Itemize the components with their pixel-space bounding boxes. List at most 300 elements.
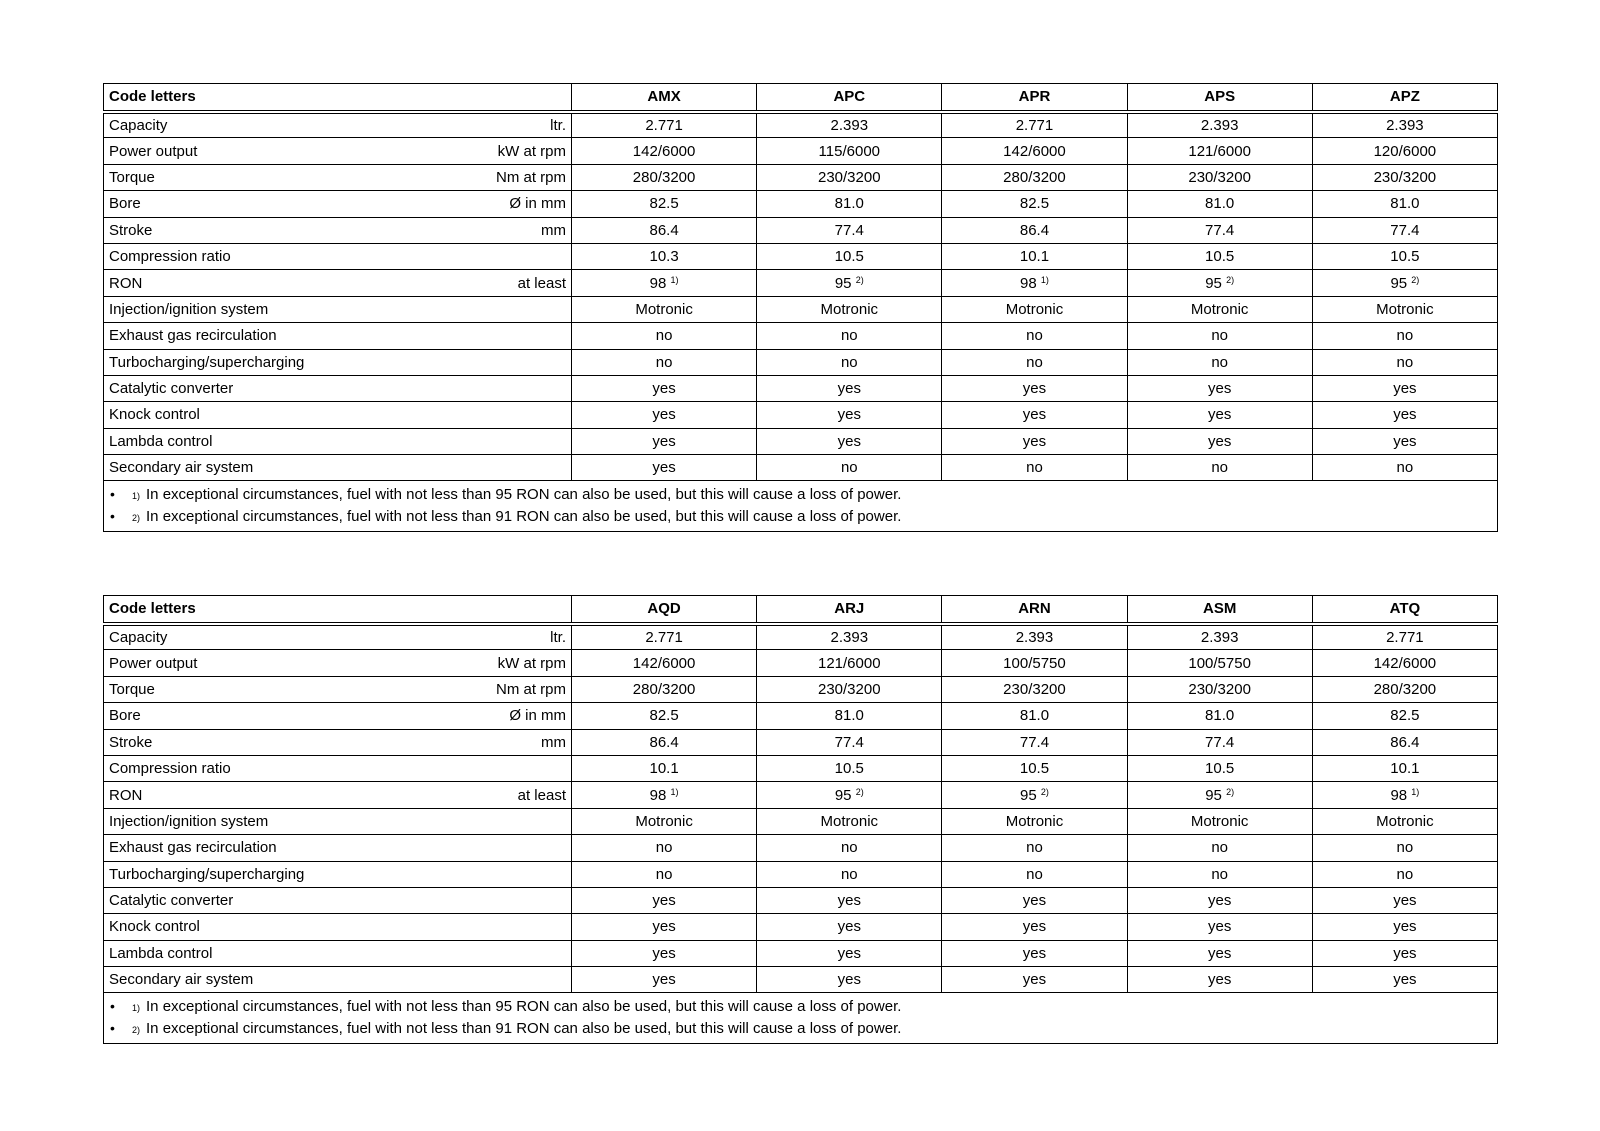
value-cell — [1312, 164, 1497, 190]
cell-value: yes — [1207, 971, 1232, 989]
value-cell — [572, 428, 757, 454]
row-label-cell — [104, 428, 572, 454]
table-body — [104, 112, 1498, 532]
cell-value: no — [1396, 459, 1414, 477]
header-row — [104, 596, 1498, 624]
value-cell — [942, 835, 1127, 861]
cell-value: yes — [652, 944, 676, 962]
value-cell — [1312, 676, 1497, 702]
row-label-wrap — [109, 222, 566, 239]
footnote-row — [104, 481, 1498, 532]
value-cell — [572, 967, 757, 993]
value-cell — [1127, 887, 1312, 913]
row-label-wrap — [109, 406, 566, 423]
value-cell — [942, 861, 1127, 887]
table-row — [104, 835, 1498, 861]
cell-value: 81.0 — [1019, 707, 1050, 725]
row-label: Power output — [109, 142, 198, 160]
cell-value: 280/3200 — [632, 168, 696, 186]
value-cell — [572, 914, 757, 940]
table-row — [104, 967, 1498, 993]
cell-value: 280/3200 — [632, 680, 696, 698]
row-unit: kW at rpm — [497, 654, 566, 672]
value-cell — [757, 296, 942, 322]
value-cell — [1127, 191, 1312, 217]
cell-value: no — [655, 353, 673, 371]
row-label-cell — [104, 650, 572, 676]
row-unit: at least — [517, 274, 566, 292]
value-cell — [942, 967, 1127, 993]
value-cell — [1127, 217, 1312, 243]
value-cell — [572, 112, 757, 138]
value-cell — [572, 455, 757, 481]
row-label-wrap — [109, 971, 566, 988]
value-cell — [572, 782, 757, 808]
value-cell — [1312, 375, 1497, 401]
value-cell — [1127, 138, 1312, 164]
cell-value: 81.0 — [1205, 707, 1235, 725]
cell-value: 10.3 — [649, 248, 679, 266]
value-cell — [757, 270, 942, 296]
cell-value: 2.393 — [830, 628, 869, 646]
value-cell — [942, 402, 1127, 428]
engine-code-header: AQD — [572, 596, 757, 624]
cell-value: 10.1 — [1019, 248, 1050, 266]
cell-value: no — [1026, 839, 1043, 857]
value-cell — [1127, 402, 1312, 428]
cell-value: 82.5 — [649, 195, 679, 213]
row-label-cell — [104, 243, 572, 269]
bullet-icon: • — [110, 998, 115, 1015]
cell-value: 10.1 — [1390, 760, 1420, 778]
cell-value: yes — [1022, 432, 1047, 450]
value-cell — [942, 624, 1127, 650]
cell-value: 142/6000 — [632, 142, 696, 160]
engine-code-header: ARN — [942, 596, 1127, 624]
value-cell — [1312, 650, 1497, 676]
footnote-ref: 2) — [1226, 274, 1235, 285]
footnote-ref: 1) — [670, 786, 679, 797]
row-label: Catalytic converter — [109, 892, 234, 910]
value-cell — [572, 650, 757, 676]
cell-value: 82.5 — [1390, 707, 1420, 725]
cell-value: 81.0 — [834, 707, 864, 725]
table-row — [104, 808, 1498, 834]
value-cell — [942, 940, 1127, 966]
cell-value: 77.4 — [1019, 733, 1050, 751]
value-cell — [1312, 349, 1497, 375]
row-label: Injection/ignition system — [109, 300, 269, 318]
header-row — [104, 84, 1498, 112]
cell-value: 77.4 — [1205, 733, 1235, 751]
value-cell — [1312, 835, 1497, 861]
cell-value: yes — [1207, 944, 1232, 962]
row-label-cell — [104, 270, 572, 296]
table-row — [104, 940, 1498, 966]
value-cell — [942, 703, 1127, 729]
value-cell — [572, 755, 757, 781]
row-label-cell — [104, 375, 572, 401]
value-cell — [1127, 323, 1312, 349]
cell-value: yes — [837, 892, 861, 910]
table-row — [104, 323, 1498, 349]
value-cell — [1312, 914, 1497, 940]
table-row — [104, 243, 1498, 269]
cell-value: 86.4 — [1390, 733, 1420, 751]
row-label: Torque — [109, 168, 155, 186]
cell-value: 77.4 — [834, 733, 864, 751]
cell-value: Motronic — [1005, 812, 1064, 830]
cell-value: Motronic — [1376, 300, 1434, 318]
row-label-cell — [104, 112, 572, 138]
cell-value: 2.771 — [645, 116, 683, 134]
value-cell — [942, 782, 1127, 808]
row-label-cell — [104, 861, 572, 887]
table-row — [104, 138, 1498, 164]
value-cell — [757, 650, 942, 676]
value-cell — [1312, 112, 1497, 138]
row-label-wrap — [109, 839, 566, 856]
row-label: Lambda control — [109, 944, 213, 962]
footnote-cell — [104, 993, 1498, 1044]
row-unit: Nm at rpm — [495, 168, 566, 186]
row-label-wrap — [109, 195, 566, 212]
value-cell — [942, 191, 1127, 217]
row-label-wrap — [109, 918, 566, 935]
value-cell — [1312, 755, 1497, 781]
row-label-cell — [104, 703, 572, 729]
value-cell — [1127, 729, 1312, 755]
engine-spec-table-2 — [103, 595, 1498, 1044]
cell-value: 120/6000 — [1373, 142, 1437, 160]
table-row — [104, 755, 1498, 781]
value-cell — [757, 428, 942, 454]
table-row — [104, 402, 1498, 428]
value-cell — [757, 624, 942, 650]
value-cell — [1312, 217, 1497, 243]
cell-value: no — [655, 865, 673, 883]
table-row — [104, 729, 1498, 755]
cell-value: no — [1211, 459, 1228, 477]
row-label-wrap — [109, 143, 566, 160]
cell-value: Motronic — [1376, 812, 1434, 830]
cell-value: 10.5 — [1205, 248, 1235, 266]
row-label-cell — [104, 164, 572, 190]
cell-value: no — [1026, 459, 1043, 477]
cell-value: no — [655, 327, 673, 345]
cell-value: no — [840, 459, 858, 477]
row-unit: Ø in mm — [509, 195, 566, 213]
row-label: Compression ratio — [109, 248, 231, 266]
table-row — [104, 887, 1498, 913]
engine-code-header: APS — [1127, 84, 1312, 112]
cell-value: yes — [837, 918, 861, 936]
cell-value: 10.5 — [1205, 760, 1235, 778]
row-unit: at least — [517, 786, 566, 804]
value-cell — [1312, 402, 1497, 428]
cell-value: 10.5 — [1390, 248, 1420, 266]
value-cell — [757, 887, 942, 913]
cell-value: 10.5 — [1019, 760, 1050, 778]
footnote-text: In exceptional circumstances, fuel with not less than 91 RON can also be used, but this will cause a loss of power. — [146, 1020, 902, 1038]
engine-code-header: ATQ — [1312, 596, 1497, 624]
cell-value: 280/3200 — [1373, 680, 1437, 698]
value-cell — [942, 914, 1127, 940]
row-label-cell — [104, 755, 572, 781]
cell-value: Motronic — [635, 300, 693, 318]
cell-value: Motronic — [820, 300, 879, 318]
value-cell — [1127, 676, 1312, 702]
value-cell — [757, 782, 942, 808]
cell-value: yes — [652, 406, 676, 424]
value-cell — [1312, 782, 1497, 808]
cell-value: 2.393 — [1200, 116, 1239, 134]
cell-value: 100/5750 — [1188, 654, 1251, 672]
value-cell — [572, 138, 757, 164]
cell-value: 230/3200 — [1188, 168, 1251, 186]
row-label-wrap — [109, 380, 566, 397]
value-cell — [1127, 861, 1312, 887]
footnote-cell — [104, 481, 1498, 532]
cell-value: no — [1396, 327, 1414, 345]
row-label: Secondary air system — [109, 459, 254, 477]
row-label-cell — [104, 887, 572, 913]
engine-code-header: APC — [757, 84, 942, 112]
value-cell — [1312, 861, 1497, 887]
table-header — [104, 84, 1498, 112]
cell-value: 230/3200 — [817, 680, 881, 698]
value-cell — [1127, 755, 1312, 781]
row-label-wrap — [109, 459, 566, 476]
table-row — [104, 112, 1498, 138]
cell-value: yes — [652, 380, 676, 398]
value-cell — [757, 703, 942, 729]
value-cell — [1312, 703, 1497, 729]
engine-code-header: APZ — [1312, 84, 1497, 112]
table-row — [104, 703, 1498, 729]
cell-value: 95 — [1205, 274, 1222, 292]
engine-code-header: AMX — [572, 84, 757, 112]
row-unit: Nm at rpm — [495, 680, 566, 698]
value-cell — [572, 349, 757, 375]
table-row — [104, 296, 1498, 322]
cell-value: 2.393 — [1200, 628, 1239, 646]
row-label: Secondary air system — [109, 971, 254, 989]
cell-value: yes — [837, 971, 861, 989]
row-unit: mm — [541, 221, 566, 239]
value-cell — [757, 243, 942, 269]
cell-value: yes — [1393, 971, 1417, 989]
value-cell — [1127, 428, 1312, 454]
table-row — [104, 650, 1498, 676]
value-cell — [942, 755, 1127, 781]
row-label: Lambda control — [109, 432, 213, 450]
footnote-ref: 1) — [1040, 274, 1049, 285]
value-cell — [942, 808, 1127, 834]
value-cell — [1127, 164, 1312, 190]
value-cell — [572, 323, 757, 349]
value-cell — [757, 191, 942, 217]
value-cell — [572, 887, 757, 913]
footnote-text: In exceptional circumstances, fuel with not less than 95 RON can also be used, but this will cause a loss of power. — [146, 998, 902, 1016]
row-unit: kW at rpm — [497, 142, 566, 160]
value-cell — [757, 164, 942, 190]
cell-value: yes — [1393, 432, 1417, 450]
value-cell — [942, 729, 1127, 755]
cell-value: yes — [652, 432, 676, 450]
footnote-text: In exceptional circumstances, fuel with not less than 95 RON can also be used, but this will cause a loss of power. — [146, 486, 902, 504]
row-label: Knock control — [109, 918, 200, 936]
row-label: Torque — [109, 680, 155, 698]
cell-value: yes — [1022, 971, 1047, 989]
cell-value: yes — [1393, 944, 1417, 962]
cell-value: yes — [1207, 432, 1232, 450]
cell-value: yes — [652, 892, 676, 910]
value-cell — [572, 676, 757, 702]
value-cell — [572, 861, 757, 887]
value-cell — [572, 191, 757, 217]
row-label-cell — [104, 835, 572, 861]
engine-code-header: APR — [942, 84, 1127, 112]
footnote-row — [104, 993, 1498, 1044]
value-cell — [942, 164, 1127, 190]
value-cell — [757, 375, 942, 401]
cell-value: 2.393 — [1015, 628, 1054, 646]
row-label-cell — [104, 455, 572, 481]
value-cell — [1127, 455, 1312, 481]
cell-value: 77.4 — [1390, 221, 1420, 239]
cell-value: 2.771 — [1386, 628, 1424, 646]
value-cell — [1312, 808, 1497, 834]
cell-value: 280/3200 — [1003, 168, 1066, 186]
value-cell — [572, 270, 757, 296]
value-cell — [572, 624, 757, 650]
cell-value: 95 — [834, 274, 852, 292]
value-cell — [942, 428, 1127, 454]
row-label-wrap — [109, 866, 566, 883]
cell-value: Motronic — [820, 812, 879, 830]
cell-value: Motronic — [635, 812, 693, 830]
table-row — [104, 676, 1498, 702]
footnote-ref: 1) — [670, 274, 679, 285]
value-cell — [942, 455, 1127, 481]
value-cell — [1127, 624, 1312, 650]
row-label: Exhaust gas recirculation — [109, 839, 277, 857]
value-cell — [757, 729, 942, 755]
cell-value: yes — [1207, 380, 1232, 398]
row-label-wrap — [109, 813, 566, 830]
cell-value: no — [1396, 353, 1414, 371]
cell-value: 77.4 — [1205, 221, 1235, 239]
cell-value: no — [1211, 327, 1228, 345]
cell-value: yes — [837, 432, 861, 450]
cell-value: 81.0 — [1390, 195, 1420, 213]
value-cell — [942, 650, 1127, 676]
value-cell — [572, 703, 757, 729]
value-cell — [942, 375, 1127, 401]
cell-value: 142/6000 — [632, 654, 696, 672]
cell-value: 86.4 — [1019, 221, 1050, 239]
cell-value: 2.771 — [1015, 116, 1054, 134]
table-row — [104, 349, 1498, 375]
cell-value: 2.393 — [830, 116, 869, 134]
row-label-wrap — [109, 787, 566, 804]
row-label: Injection/ignition system — [109, 812, 269, 830]
cell-value: 230/3200 — [1003, 680, 1066, 698]
table-row — [104, 428, 1498, 454]
value-cell — [1127, 703, 1312, 729]
footnote-item: • 2) In exceptional circumstances, fuel with not less than 91 RON can also be used, but this will cause a loss of power. — [110, 505, 1491, 527]
row-label-wrap — [109, 707, 566, 724]
value-cell — [572, 243, 757, 269]
value-cell — [757, 835, 942, 861]
value-cell — [1127, 112, 1312, 138]
value-cell — [1312, 729, 1497, 755]
value-cell — [1127, 349, 1312, 375]
cell-value: 82.5 — [1019, 195, 1050, 213]
table-body — [104, 624, 1498, 1044]
cell-value: no — [1211, 865, 1228, 883]
value-cell — [1312, 455, 1497, 481]
value-cell — [572, 164, 757, 190]
value-cell — [1127, 914, 1312, 940]
cell-value: yes — [652, 971, 676, 989]
row-label: RON — [109, 786, 143, 804]
cell-value: Motronic — [1190, 300, 1249, 318]
cell-value: 95 — [1020, 786, 1037, 804]
row-label: Bore — [109, 195, 141, 213]
footnote-item: • 2) In exceptional circumstances, fuel with not less than 91 RON can also be used, but this will cause a loss of power. — [110, 1017, 1491, 1039]
cell-value: no — [1211, 839, 1228, 857]
value-cell — [572, 217, 757, 243]
row-label-wrap — [109, 892, 566, 909]
footnote-ref: 1) — [1411, 786, 1420, 797]
table-row — [104, 270, 1498, 296]
row-label-wrap — [109, 655, 566, 672]
row-label: Stroke — [109, 221, 153, 239]
cell-value: 98 — [649, 274, 667, 292]
value-cell — [572, 402, 757, 428]
value-cell — [1312, 887, 1497, 913]
row-label: Catalytic converter — [109, 380, 234, 398]
cell-value: yes — [837, 406, 861, 424]
row-unit: Ø in mm — [509, 707, 566, 725]
value-cell — [757, 861, 942, 887]
value-cell — [1312, 138, 1497, 164]
row-label: Capacity — [109, 116, 168, 134]
cell-value: no — [1396, 839, 1414, 857]
cell-value: yes — [1393, 892, 1417, 910]
value-cell — [942, 676, 1127, 702]
bullet-icon: • — [110, 508, 115, 525]
cell-value: no — [840, 327, 858, 345]
value-cell — [1312, 296, 1497, 322]
row-label: Knock control — [109, 406, 200, 424]
row-label-wrap — [109, 354, 566, 371]
value-cell — [1312, 967, 1497, 993]
value-cell — [757, 138, 942, 164]
row-unit: mm — [541, 733, 566, 751]
value-cell — [757, 112, 942, 138]
footnote-item: • 1) In exceptional circumstances, fuel with not less than 95 RON can also be used, but this will cause a loss of power. — [110, 995, 1491, 1017]
value-cell — [572, 808, 757, 834]
row-label-wrap — [109, 117, 566, 134]
value-cell — [572, 375, 757, 401]
row-label-wrap — [109, 760, 566, 777]
cell-value: no — [1211, 353, 1228, 371]
row-label-cell — [104, 940, 572, 966]
value-cell — [942, 243, 1127, 269]
